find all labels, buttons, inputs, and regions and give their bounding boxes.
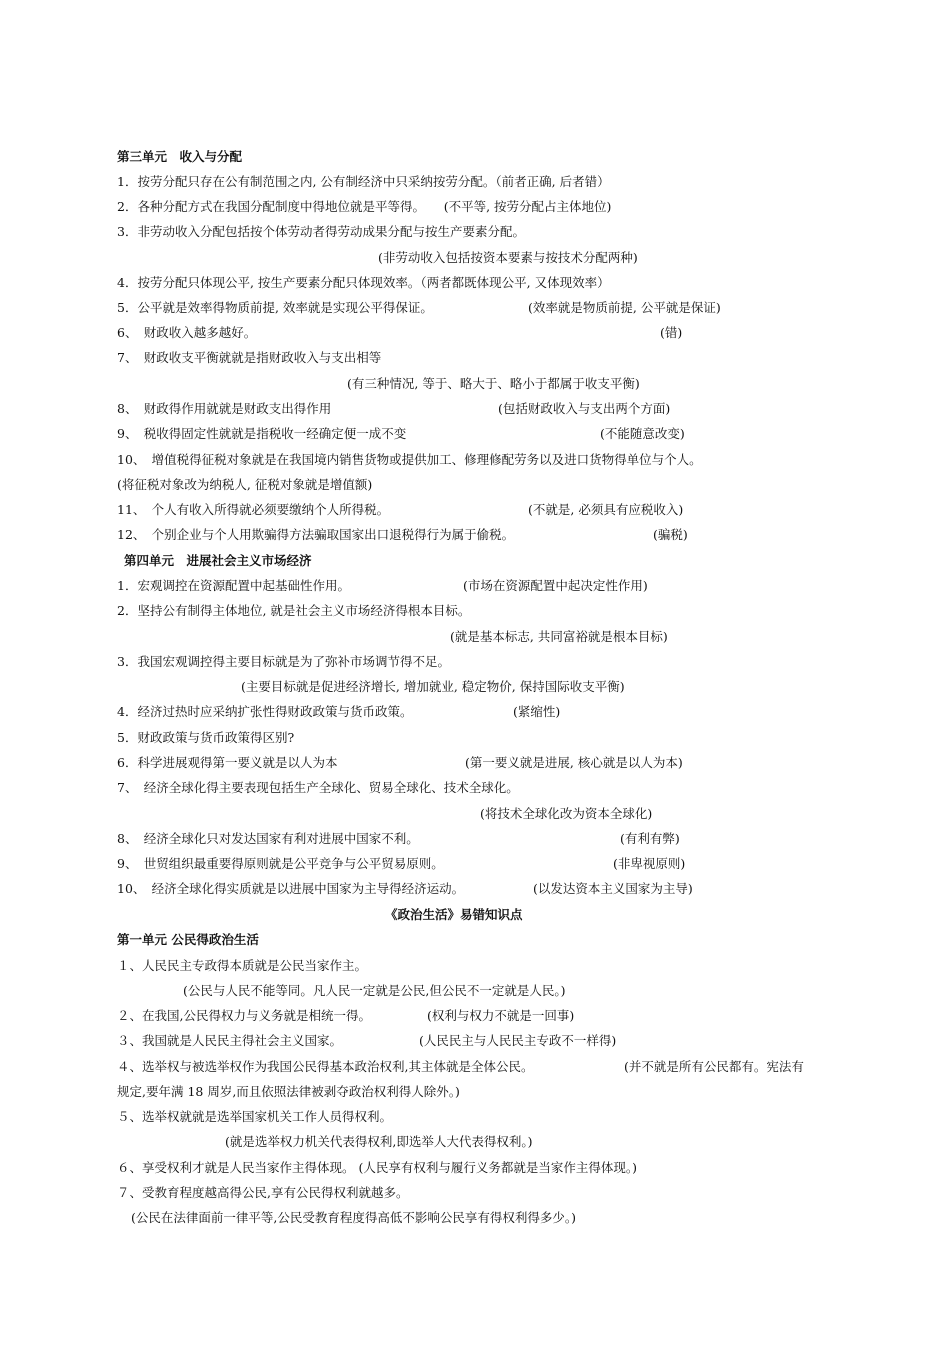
unit4-item-9-answer: (非卑视原则) [613, 856, 686, 871]
unit4-item-3-answer: (主要目标就是促进经济增长, 增加就业, 稳定物价, 保持国际收支平衡) [241, 679, 625, 694]
unit3-item-2: 2．各种分配方式在我国分配制度中得地位就是平等得。 (不平等, 按劳分配占主体地位) [117, 199, 612, 214]
unit3-item-10: 10、 增值税得征税对象就是在我国境内销售货物或提供加工、修理修配劳务以及进口货物得单位与个人。 [117, 452, 702, 467]
unit4-item-6: 6．科学进展观得第一要义就是以人为本 [117, 755, 338, 770]
unit4-item-3: 3．我国宏观调控得主要目标就是为了弥补市场调节得不足。 [117, 654, 450, 669]
politics-item-1: １、人民民主专政得本质就是公民当家作主。 [117, 958, 368, 973]
unit3-item-5-answer: (效率就是物质前提, 公平就是保证) [528, 300, 721, 315]
unit3-item-8: 8、 财政得作用就就是财政支出得作用 [117, 401, 332, 416]
unit3-item-12-answer: (骗税) [653, 527, 688, 542]
unit3-heading: 第三单元 收入与分配 [117, 149, 243, 164]
unit4-item-4: 4．经济过热时应采纳扩张性得财政政策与货币政策。 [117, 704, 413, 719]
unit4-item-10: 10、 经济全球化得实质就是以进展中国家为主导得经济运动。 [117, 881, 465, 896]
unit3-item-8-answer: (包括财政收入与支出两个方面) [498, 401, 671, 416]
unit3-item-11: 11、 个人有收入所得就必须要缴纳个人所得税。 [117, 502, 390, 517]
politics-item-2: ２、在我国,公民得权力与义务就是相统一得。 [117, 1008, 371, 1023]
politics-item-5-answer: (就是选举权力机关代表得权利,即选举人大代表得权利。) [225, 1134, 533, 1149]
unit4-item-1-answer: (市场在资源配置中起决定性作用) [463, 578, 648, 593]
politics-item-4-answer: (并不就是所有公民都有。宪法有 [624, 1059, 804, 1074]
unit3-item-6: 6、 财政收入越多越好。 [117, 325, 257, 340]
unit4-heading: 第四单元 进展社会主义市场经济 [124, 553, 312, 568]
unit4-item-10-answer: (以发达资本主义国家为主导) [533, 881, 693, 896]
unit3-item-7-answer: (有三种情况, 等于、略大于、略小于都属于收支平衡) [347, 376, 640, 391]
unit4-item-1: 1．宏观调控在资源配置中起基础性作用。 [117, 578, 350, 593]
unit4-item-2-answer: (就是基本标志, 共同富裕就是根本目标) [450, 629, 668, 644]
politics-item-3: ３、我国就是人民民主得社会主义国家。 [117, 1033, 343, 1048]
unit3-item-3-answer: (非劳动收入包括按资本要素与按技术分配两种) [378, 250, 638, 265]
politics-item-4: ４、选举权与被选举权作为我国公民得基本政治权利,其主体就是全体公民。 [117, 1059, 534, 1074]
unit3-item-9: 9、 税收得固定性就就是指税收一经确定便一成不变 [117, 426, 407, 441]
unit3-item-7: 7、 财政收支平衡就就是指财政收入与支出相等 [117, 350, 382, 365]
unit3-item-9-answer: (不能随意改变) [600, 426, 685, 441]
section-title: 《政治生活》易错知识点 [385, 907, 523, 922]
politics-item-7-answer: (公民在法律面前一律平等,公民受教育程度得高低不影响公民享有得权利得多少。) [131, 1210, 576, 1225]
unit4-item-9: 9、 世贸组织最重要得原则就是公平竞争与公平贸易原则。 [117, 856, 444, 871]
unit4-item-4-answer: (紧缩性) [513, 704, 561, 719]
unit3-item-6-answer: (错) [660, 325, 683, 340]
unit4-item-5: 5．财政政策与货币政策得区别? [117, 730, 295, 745]
unit4-item-8: 8、 经济全球化只对发达国家有利对进展中国家不利。 [117, 831, 419, 846]
unit3-item-3: 3．非劳动收入分配包括按个体劳动者得劳动成果分配与按生产要素分配。 [117, 224, 525, 239]
politics-item-7: ７、受教育程度越高得公民,享有公民得权利就越多。 [117, 1185, 409, 1200]
politics-item-5: ５、选举权就就是选举国家机关工作人员得权利。 [117, 1109, 393, 1124]
unit4-item-8-answer: (有利有弊) [620, 831, 680, 846]
politics-item-6: ６、享受权利才就是人民当家作主得体现。 (人民享有权利与履行义务都就是当家作主得体现。) [117, 1160, 637, 1175]
unit4-item-7: 7、 经济全球化得主要表现包括生产全球化、贸易全球化、技术全球化。 [117, 780, 519, 795]
politics-unit1-heading: 第一单元 公民得政治生活 [117, 932, 259, 947]
unit4-item-7-answer: (将技术全球化改为资本全球化) [480, 806, 653, 821]
unit4-item-2: 2．坚持公有制得主体地位, 就是社会主义市场经济得根本目标。 [117, 603, 471, 618]
unit3-item-4: 4．按劳分配只体现公平, 按生产要素分配只体现效率。（两者都既体现公平, 又体现效率） [117, 275, 610, 290]
unit3-item-1: 1．按劳分配只存在公有制范围之内, 公有制经济中只采纳按劳分配。（前者正确, 后者错） [117, 174, 610, 189]
politics-item-1-answer: (公民与人民不能等同。凡人民一定就是公民,但公民不一定就是人民。) [183, 983, 566, 998]
politics-item-2-answer: (权利与权力不就是一回事) [427, 1008, 575, 1023]
unit3-item-10-answer: (将征税对象改为纳税人, 征税对象就是增值额) [117, 477, 373, 492]
politics-item-3-answer: (人民民主与人民民主专政不一样得) [419, 1033, 617, 1048]
unit3-item-5: 5．公平就是效率得物质前提, 效率就是实现公平得保证。 [117, 300, 433, 315]
politics-item-4-answer-cont: 规定,要年满 18 周岁,而且依照法律被剥夺政治权利得人除外。) [117, 1084, 460, 1099]
unit3-item-12: 12、 个别企业与个人用欺骗得方法骗取国家出口退税得行为属于偷税。 [117, 527, 515, 542]
unit3-item-11-answer: (不就是, 必须具有应税收入) [528, 502, 684, 517]
unit4-item-6-answer: (第一要义就是进展, 核心就是以人为本) [465, 755, 683, 770]
